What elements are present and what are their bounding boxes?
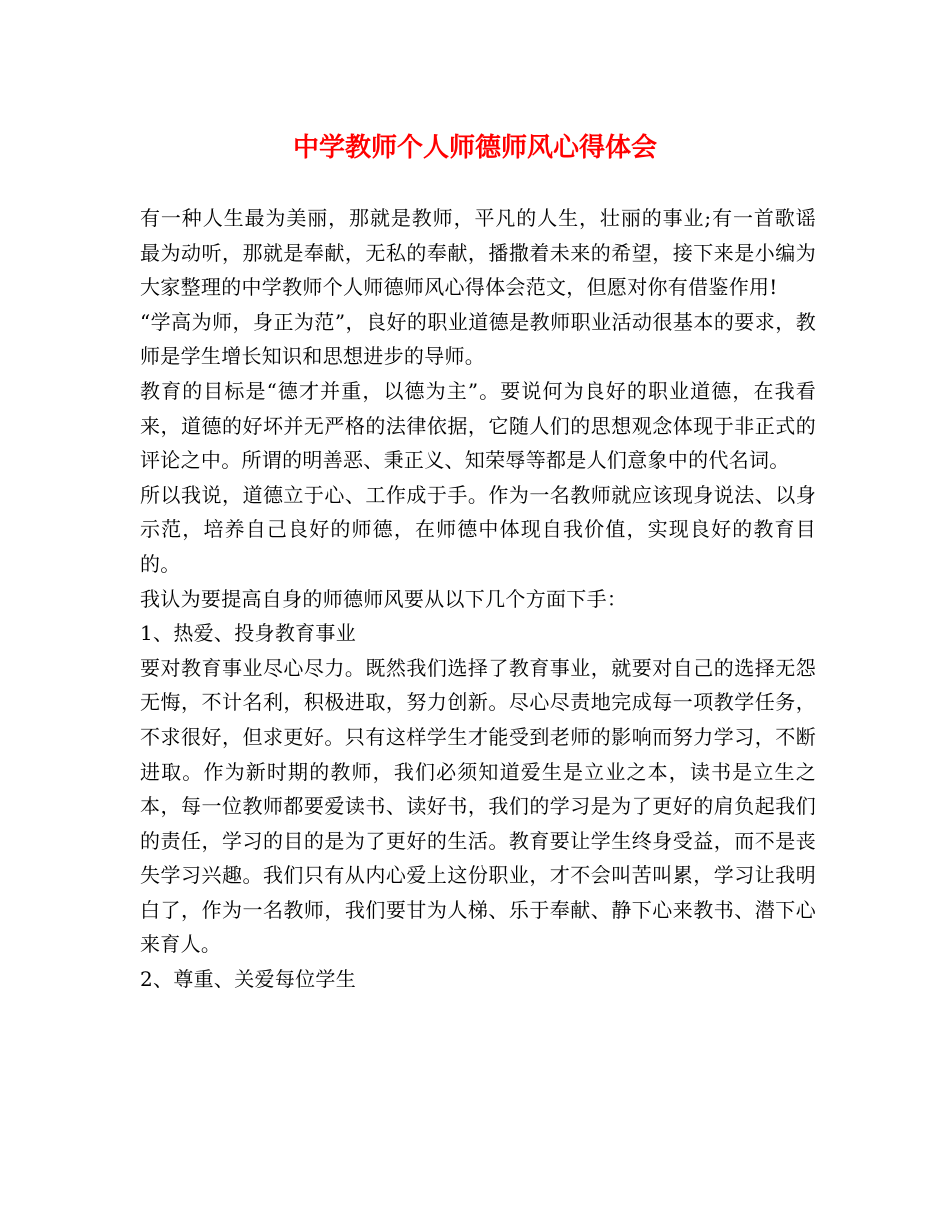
paragraph-goal: 教育的目标是“德才并重，以德为主”。要说何为良好的职业道德，在我看来，道德的好坏并无严格的法律依据，它随人们的思想观念体现于非正式的评论之中。所谓的明善恶、秉正义、知荣辱等都是人们意象中的代名词。 — [140, 378, 816, 473]
section-heading-1: 1、热爱、投身教育事业 — [140, 621, 357, 646]
section-heading-2: 2、尊重、关爱每位学生 — [140, 967, 357, 992]
paragraph-quote: “学高为师，身正为范”，良好的职业道德是教师职业活动很基本的要求，教师是学生增长知识和思想进步的导师。 — [140, 309, 816, 369]
document-title: 中学教师个人师德师风心得体会 — [292, 133, 657, 163]
paragraph-intro: 有一种人生最为美丽，那就是教师，平凡的人生，壮丽的事业;有一首歌谣最为动听，那就是奉献，无私的奉献，播撒着未来的希望，接下来是小编为大家整理的中学教师个人师德师风心得体会范文，但愿对你有借鉴作用! — [140, 206, 816, 300]
paragraph-morality: 所以我说，道德立于心、工作成于手。作为一名教师就应该现身说法、以身示范，培养自己良好的师德，在师德中体现自我价值，实现良好的教育目的。 — [140, 482, 816, 576]
document-body — [140, 201, 816, 997]
paragraph-section-1: 要对教育事业尽心尽力。既然我们选择了教育事业，就要对自己的选择无怨无悔，不计名利，积极进取，努力创新。尽心尽责地完成每一项教学任务，不求很好，但求更好。只有这样学生才能受到老师的影响而努力学习，不断进取。作为新时期的教师，我们必须知道爱生是立业之本，读书是立生之本，每一位教师都要爱读书、读好书，我们的学习是为了更好的肩负起我们的责任，学习的目的是为了更好的生活。教育要让学生终身受益，而不是丧失学习兴趣。我们只有从内心爱上这份职业，才不会叫苦叫累，学习让我明白了，作为一名教师，我们要甘为人梯、乐于奉献、静下心来教书、潜下心来育人。 — [140, 655, 816, 957]
paragraph-approach: 我认为要提高自身的师德师风要从以下几个方面下手： — [140, 586, 628, 611]
